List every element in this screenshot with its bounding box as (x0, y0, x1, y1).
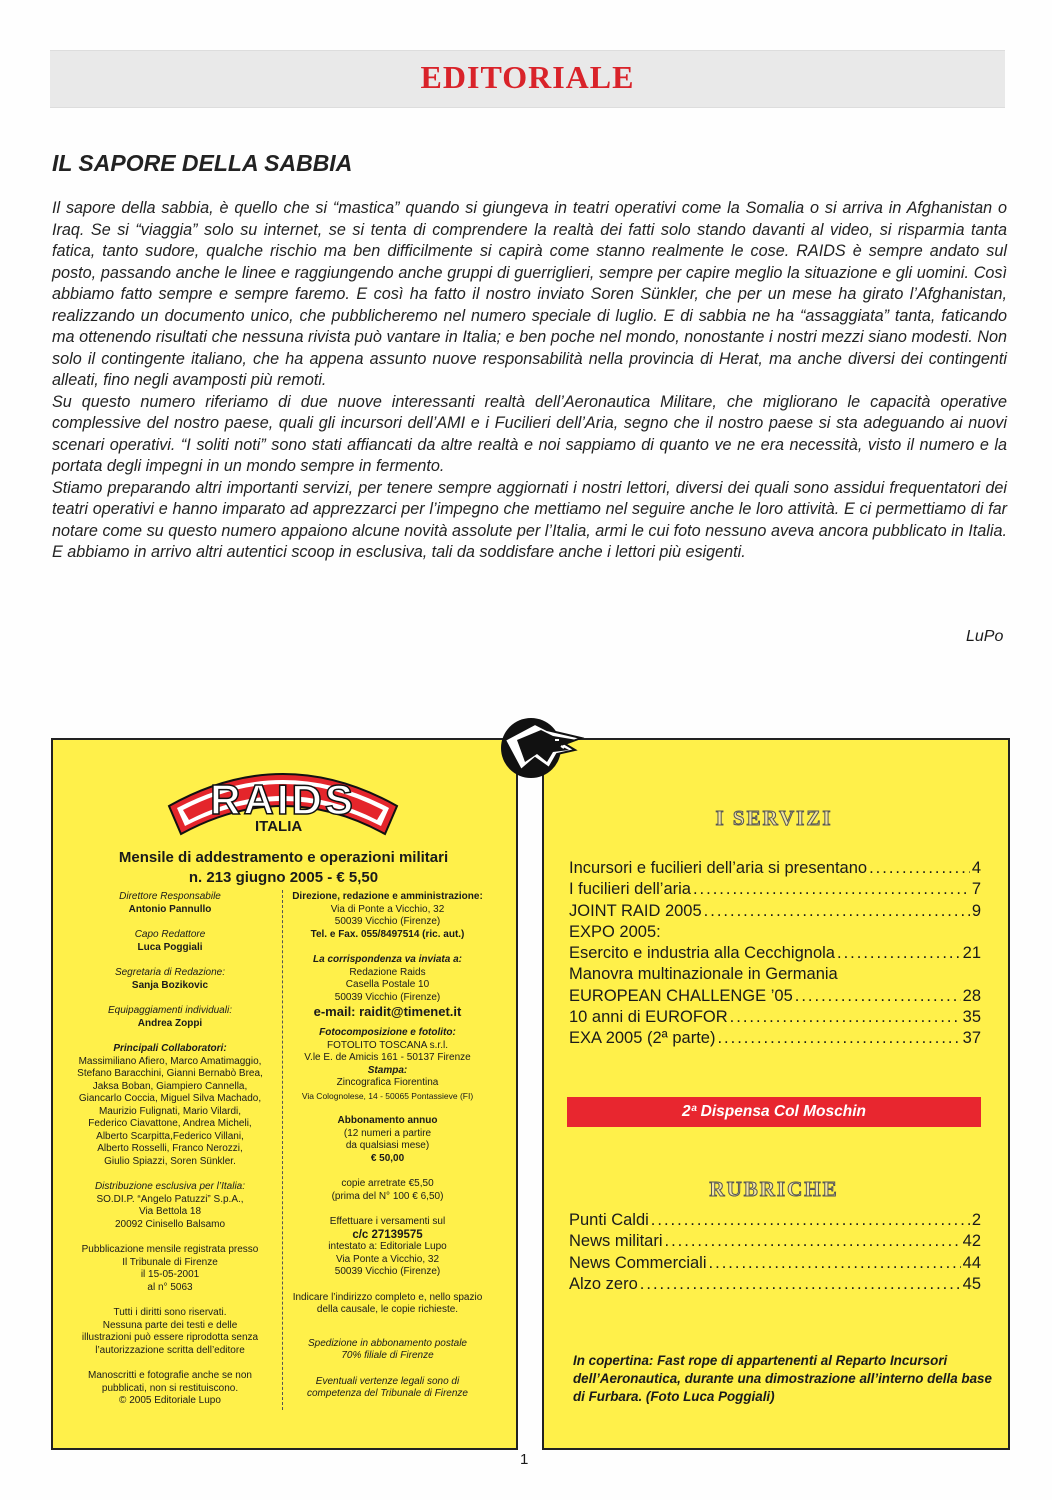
toc-entry[interactable]: News Commerciali ..... 44 (569, 1253, 981, 1274)
collaborator-line: Alberto Rosselli, Franco Nerozzi, (97, 1143, 243, 1154)
toc-entry[interactable]: JOINT RAID 2005 ..... 9 (569, 901, 981, 922)
info-line: Casella Postale 10 (345, 979, 430, 990)
info-line: Redazione Raids (349, 966, 426, 978)
column-divider (282, 890, 284, 1410)
masthead-right-column (285, 891, 490, 1401)
credit-label: Fotocomposizione e fotolito: (319, 1027, 456, 1038)
info-line: Via Bettola 18 (138, 1206, 202, 1217)
info-line: 50039 Vicchio (Firenze) (334, 916, 441, 927)
servizi-title: I SERVIZI (715, 806, 833, 830)
toc-entry[interactable]: 10 anni di EUROFOR ..... 35 (569, 1007, 981, 1028)
credit-label: Equipaggiamenti individuali: (108, 1005, 232, 1016)
collaborator-line: Alberto Scarpitta,Federico Villani, (96, 1130, 244, 1142)
collaborator-line: Maurizio Fulignati, Mario Vilardi, (98, 1105, 242, 1117)
dispensa-bar: 2ª Dispensa Col Moschin (567, 1097, 981, 1127)
info-line: al n° 5063 (147, 1281, 193, 1293)
info-line: (prima del N° 100 € 6,50) (331, 1190, 444, 1202)
phone-fax: Tel. e Fax. 055/8497514 (ric. aut.) (310, 928, 465, 940)
toc-entry[interactable]: Manovra multinazionale in Germania (569, 965, 838, 984)
toc-entry[interactable]: Incursori e fucilieri dell’aria si presentano ..... 4 (569, 858, 981, 879)
collaborator-line: Jaksa Boban, Giampiero Cannella, (92, 1080, 248, 1092)
info-line: Il Tribunale di Firenze (122, 1256, 218, 1268)
toc-entry[interactable]: EXPO 2005: (569, 922, 661, 941)
info-line: Zincografica Fiorentina (336, 1077, 439, 1088)
email-address: e-mail: raidit@timenet.it (313, 1004, 462, 1019)
info-line: il 15-05-2001 (140, 1269, 200, 1280)
info-line: da qualsiasi mese) (345, 1140, 430, 1151)
info-line: illustrazioni può essere riprodotta senza (81, 1332, 259, 1343)
info-line: 20092 Cinisello Balsamo (114, 1218, 226, 1230)
credit-name: Sanja Bozikovic (131, 979, 209, 991)
info-line: Tutti i diritti sono riservati. (113, 1307, 227, 1318)
credit-name: Andrea Zoppi (137, 1017, 203, 1029)
credit-label: Stampa: (367, 1064, 408, 1076)
info-line: Via di Ponte a Vicchio, 32 (330, 903, 445, 915)
info-line: © 2005 Editoriale Lupo (119, 1395, 221, 1406)
cover-note: In copertina: Fast rope di appartenenti al Reparto Incursori dell’Aeronautica, durante una dimostrazione all’interno della base di Furbara. (Foto Luca Poggiali) (573, 1353, 992, 1404)
rubriche-list (569, 1210, 981, 1295)
toc-entry[interactable]: News militari ..... 42 (569, 1231, 981, 1252)
toc-entry[interactable]: EUROPEAN CHALLENGE ’05 ..... 28 (569, 986, 981, 1007)
credit-label: Principali Collaboratori: (113, 1043, 227, 1054)
article-paragraph: Su questo numero riferiamo di due nuove interessanti realtà dell’Aeronautica Militare, che migliorano le capacità operative complessive del nostro paese, quali gli incursori dell’AMI e i Fucilieri dell’Aria, segno che il nostro paese si sta adeguando ai nuovi scenari operativi. “I soliti noti” sono stati affiancati da altre realtà e noi sappiamo di quanto ve ne era necessità, visto il numero e la portata degli impegni in un mondo sempre in fermento. (52, 392, 1007, 475)
collaborator-line: Stefano Baracchini, Gianni Bernabò Brea, (77, 1068, 263, 1079)
contents-panel (542, 738, 1010, 1450)
subscription-price: € 50,00 (370, 1152, 405, 1164)
info-line: copie arretrate €5,50 (341, 1178, 434, 1189)
info-line: 50039 Vicchio (Firenze) (334, 1266, 441, 1277)
info-line: Manoscritti e fotografie anche se non (88, 1370, 252, 1381)
editorial-banner (50, 50, 1005, 108)
rubriche-title: RUBRICHE (709, 1177, 839, 1201)
article-headline: IL SAPORE DELLA SABBIA (52, 150, 353, 176)
logo-text: RAIDS (210, 776, 356, 823)
info-line: V.le E. de Amicis 161 - 50137 Firenze (304, 1052, 471, 1063)
wolf-head-icon (495, 710, 585, 780)
info-line: 70% filiale di Firenze (341, 1350, 434, 1361)
toc-entry[interactable]: I fucilieri dell’aria ..... 7 (569, 879, 981, 900)
info-line: Via Ponte a Vicchio, 32 (335, 1253, 440, 1265)
credit-label: Direttore Responsabile (119, 891, 221, 902)
credit-label: Segretaria di Redazione: (114, 967, 226, 978)
collaborator-line: Giulio Spiazzi, Soren Sünkler. (104, 1155, 236, 1167)
info-line: FOTOLITO TOSCANA s.r.l. (327, 1039, 448, 1051)
banner-title: EDITORIALE (420, 59, 635, 95)
article-signature: LuPo (966, 628, 1004, 645)
info-line: Eventuali vertenze legali sono di (315, 1375, 460, 1387)
credit-label: Capo Redattore (134, 929, 206, 940)
credit-label: Distribuzione esclusiva per l’Italia: (94, 1181, 246, 1192)
article-paragraph: Il sapore della sabbia, è quello che si “mastica” quando si giungeva in teatri operativi come la Somalia o si arriva in Afghanistan o Iraq. Se si “viaggia” solo su internet, se si tenta di comprendere la realtà dei fatti solo stando davanti al video, si risparmia tanta fatica, tanto sudore, qualche rischio ma ben difficilmente si capirà come stanno realmente le cose. RAIDS è sempre andato sul posto, passando anche le linee e raggiungendo anche gruppi di guerriglieri, sempre per capire meglio la situazione e gli uomini. Così abbiamo fatto sempre e sempre faremo. E così ha fatto il nostro inviato Soren Sünkler, che per un mese ha girato l’Afghanistan, realizzando un documento unico, che pubblicheremo nel numero speciale di luglio. E di sabbia ne ha “assaggiata” tanta, faticando ma ottenendo risultati che nessuna rivista può vantare in Italia; e ben poche nel mondo, nonostante i nostri mezzi siano modesti. Non solo il contingente italiano, che ha appena assunto nuove responsabilità nella provincia di Herat, ma anche diversi dei contingenti alleati, fino negli avamposti più remoti. (52, 199, 1007, 389)
servizi-list (569, 858, 981, 1050)
info-line: Nessuna parte dei testi e delle (102, 1319, 238, 1331)
article-paragraph: Stiamo preparando altri importanti servizi, per tenere sempre aggiornati i nostri lettori, diversi dei quali sono assidui frequentatori dei teatri operativi e hanno imparato ad apprezzarci per l’impegno che mettiamo nel seguire anche le loro attività. E ci permettiamo di far notare come su questo numero appaiono alcune novità assolute per l’Italia, armi le cui foto nessuno aveva ancora pubblicato in Italia. E abbiamo in arrivo altri autentici scoop in esclusiva, tali da soddisfare anche i lettori più esigenti. (52, 478, 1007, 561)
collaborator-line: Massimiliano Afiero, Marco Amatimaggio, (78, 1055, 262, 1067)
toc-entry[interactable]: Punti Caldi ..... 2 (569, 1210, 981, 1231)
postal-account: c/c 27139575 (352, 1228, 423, 1241)
credit-name: Antonio Pannullo (128, 903, 212, 915)
info-line: l’autorizzazione scritta dell’editore (95, 1344, 245, 1356)
collaborator-line: Federico Ciavattone, Andrea Micheli, (88, 1118, 252, 1129)
credit-name: Luca Poggiali (137, 941, 203, 953)
magazine-subtitle (52, 848, 515, 888)
info-line: SO.DI.P. “Angelo Patuzzi” S.p.A., (96, 1193, 244, 1205)
info-line: intestato a: Editoriale Lupo (328, 1241, 447, 1252)
masthead-left-column (60, 891, 280, 1408)
info-line: 50039 Vicchio (Firenze) (334, 991, 441, 1003)
credit-label: La corrispondenza va inviata a: (313, 954, 462, 965)
collaborator-line: Giancarlo Coccia, Miguel Silva Machado, (78, 1093, 262, 1104)
magazine-tagline: Mensile di addestramento e operazioni militari (118, 849, 449, 866)
info-line: Indicare l’indirizzo completo e, nello spazio (292, 1291, 483, 1303)
info-line: (12 numeri a partire (343, 1127, 432, 1139)
toc-entry[interactable]: EXA 2005 (2ª parte) ..... 37 (569, 1028, 981, 1049)
info-line: Via Colognolese, 14 - 50065 Pontassieve (FI) (301, 1090, 474, 1101)
credit-label: Abbonamento annuo (337, 1115, 438, 1126)
info-line: Effettuare i versamenti sul (329, 1216, 446, 1227)
info-line: Spedizione in abbonamento postale (307, 1337, 467, 1349)
issue-info: n. 213 giugno 2005 - € 5,50 (188, 869, 379, 886)
toc-entry[interactable]: Esercito e industria alla Cecchignola ..... 21 (569, 943, 981, 964)
logo-subtitle: ITALIA (255, 818, 303, 835)
toc-entry[interactable]: Alzo zero ..... 45 (569, 1274, 981, 1295)
article-body (52, 198, 1007, 564)
info-line: della causale, le copie richieste. (316, 1304, 459, 1315)
info-line: Pubblicazione mensile registrata presso (81, 1244, 259, 1255)
info-line: competenza del Tribunale di Firenze (306, 1388, 468, 1399)
info-line: pubblicati, non si restituiscono. (101, 1382, 239, 1394)
credit-label: Direzione, redazione e amministrazione: (292, 891, 483, 902)
page-number: 1 (520, 1451, 529, 1468)
